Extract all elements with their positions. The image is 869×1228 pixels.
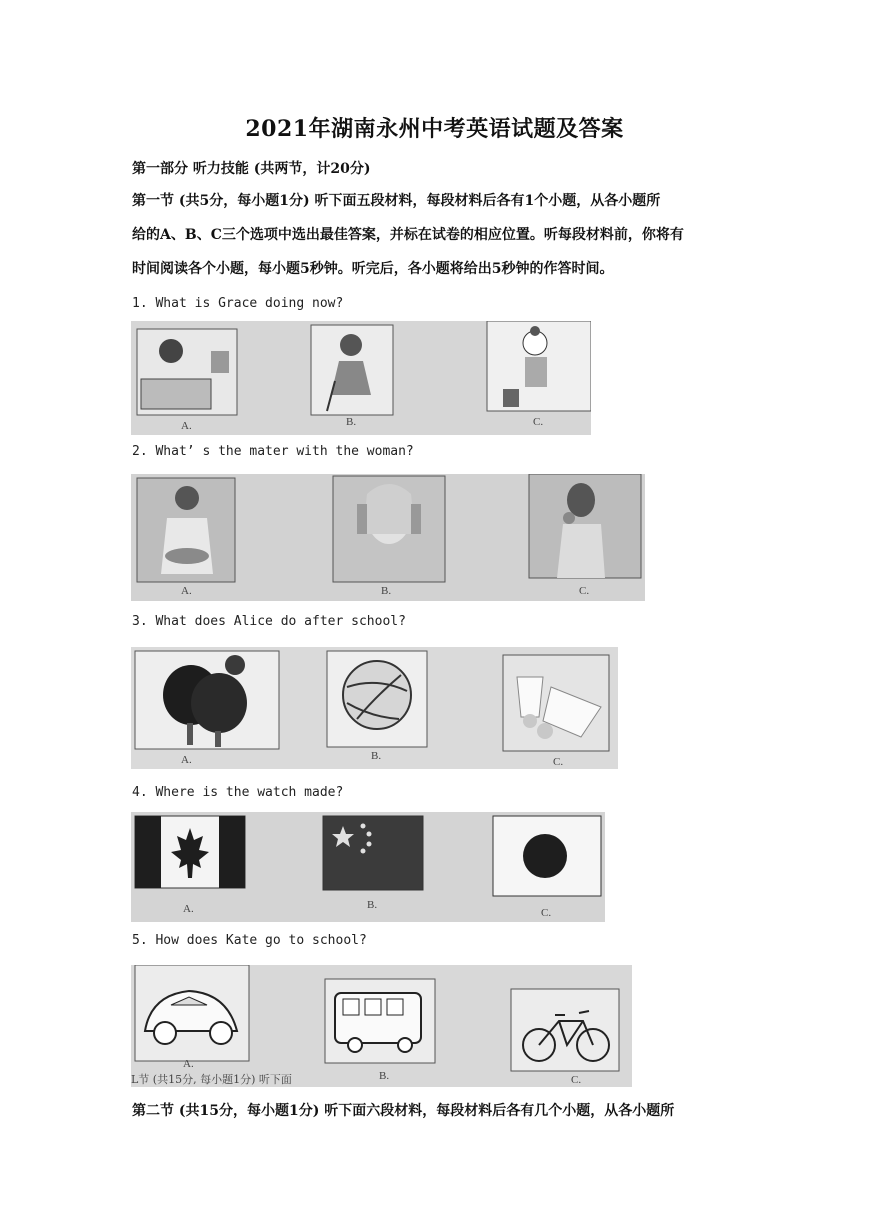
question-2-image-strip: [131, 474, 645, 601]
option-c-bicycle-image: [511, 989, 619, 1071]
option-a-label: A.: [181, 585, 192, 597]
section1-line2: 给的A、B、C三个选项中选出最佳答案，并标在试卷的相应位置。听每段材料前，你将有: [132, 227, 684, 243]
option-a-canada-flag-image: [135, 816, 245, 888]
option-c-label: C.: [579, 585, 590, 597]
question-3-image-strip: [131, 647, 618, 769]
option-a-girl-doing-homework-image: [137, 329, 237, 415]
option-b-label: B.: [381, 585, 392, 597]
option-c-label: C.: [571, 1074, 582, 1086]
option-b-china-flag-image: [323, 816, 423, 890]
section1-instructions: [132, 184, 742, 286]
question-1-image-strip: [131, 321, 591, 435]
question-2: 2. What’ s the mater with the woman?: [132, 444, 414, 459]
section1-line3: 时间阅读各个小题，每小题5秒钟。听完后，各小题将给出5秒钟的作答时间。: [132, 261, 614, 277]
option-b-label: B.: [371, 750, 382, 762]
option-a-ping-pong-image: [135, 651, 279, 749]
option-a-label: A.: [181, 420, 192, 432]
option-b-bus-image: [325, 979, 435, 1063]
option-b-label: B.: [346, 416, 357, 428]
option-a-label: A.: [181, 754, 192, 766]
document-title: 2021年湖南永州中考英语试题及答案: [245, 116, 624, 142]
option-c-toothache-woman-image: [529, 474, 641, 578]
option-c-girl-washing-image: [487, 321, 591, 411]
question-3: 3. What does Alice do after school?: [132, 614, 406, 629]
option-b-label: B.: [379, 1070, 390, 1082]
section1-line1: 第一节 (共5分，每小题1分) 听下面五段材料，每段材料后各有1个小题，从各小题所: [132, 193, 661, 209]
option-a-stomachache-woman-image: [137, 478, 235, 582]
option-c-label: C.: [533, 416, 544, 428]
section2-instructions: 第二节 (共15分，每小题1分) 听下面六段材料，每段材料后各有几个小题，从各小题所: [132, 1103, 675, 1119]
cropped-page-text: L节 (共15分, 每小题1分) 听下面: [131, 1073, 292, 1086]
option-b-volleyball-image: [327, 651, 427, 747]
option-b-headache-woman-image: [333, 476, 445, 582]
option-c-japan-flag-image: [493, 816, 601, 896]
option-b-label: B.: [367, 899, 378, 911]
question-5-image-strip: [131, 965, 632, 1087]
question-1: 1. What is Grace doing now?: [132, 296, 344, 311]
option-c-badminton-image: [503, 655, 609, 751]
option-a-car-image: [135, 965, 249, 1061]
part1-heading: 第一部分 听力技能 (共两节，计20分): [132, 161, 371, 177]
question-5: 5. How does Kate go to school?: [132, 933, 367, 948]
option-c-label: C.: [541, 907, 552, 919]
option-a-label: A.: [183, 1058, 194, 1070]
option-c-label: C.: [553, 756, 564, 768]
question-4-image-strip: [131, 812, 605, 922]
option-a-label: A.: [183, 903, 194, 915]
question-4: 4. Where is the watch made?: [132, 785, 344, 800]
option-b-girl-sweeping-image: [311, 325, 393, 415]
